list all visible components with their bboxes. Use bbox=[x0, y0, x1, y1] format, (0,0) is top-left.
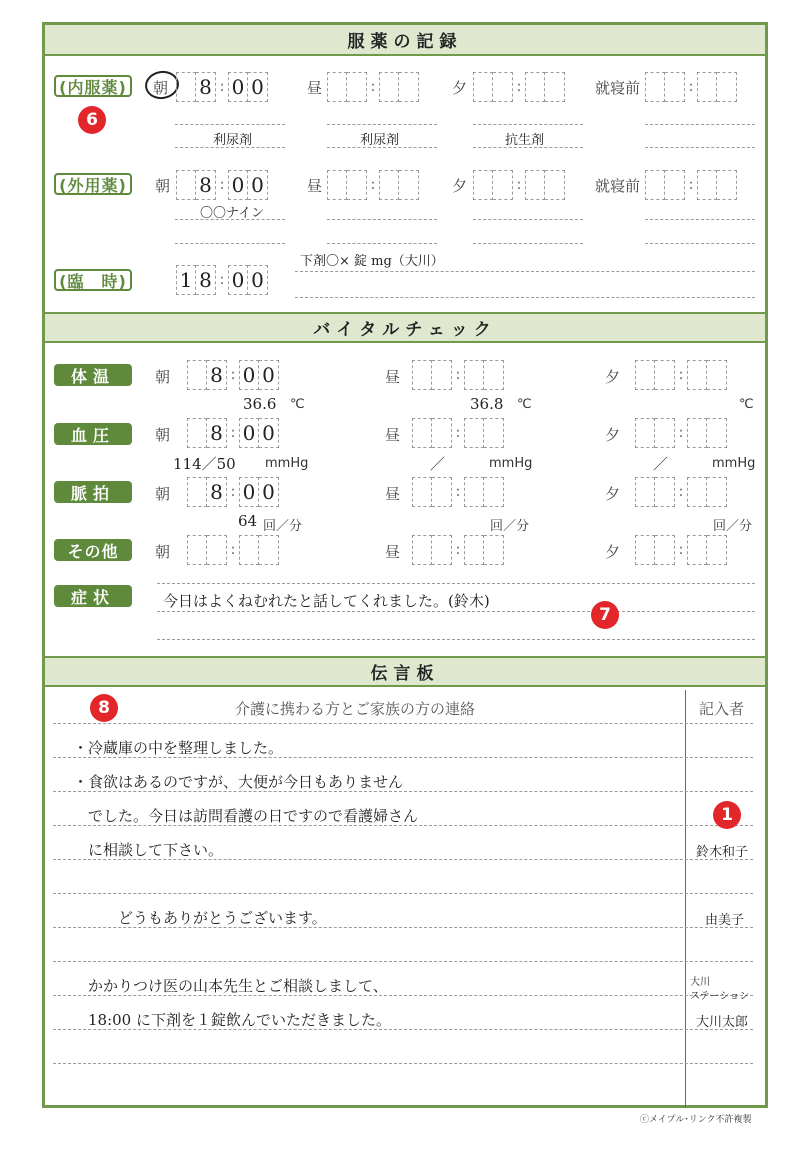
medication-section-title: 服薬の記録 bbox=[45, 25, 765, 56]
internal-evening-label: 夕 bbox=[452, 79, 468, 97]
internal-bedtime-label: 就寝前 bbox=[595, 79, 641, 97]
care-record-form bbox=[42, 22, 768, 1108]
temp-evening-time[interactable]: : bbox=[635, 360, 727, 390]
external-morning-label: 朝 bbox=[155, 177, 171, 195]
internal-note-evening: 抗生剤 bbox=[505, 133, 545, 148]
pulse-noon-time[interactable]: : bbox=[412, 477, 504, 507]
badge-6: 6 bbox=[78, 106, 106, 134]
board-line-4: に相談して下さい。 bbox=[73, 841, 224, 859]
other-morning-label: 朝 bbox=[155, 543, 171, 561]
bp-evening-label: 夕 bbox=[605, 426, 621, 444]
internal-note-morning: 利尿剤 bbox=[213, 133, 253, 148]
bp-morning-value: 114／50 bbox=[173, 455, 236, 473]
badge-7: 7 bbox=[591, 601, 619, 629]
symptom-label: 症状 bbox=[54, 585, 132, 607]
pulse-evening-unit: 回／分 bbox=[713, 519, 753, 534]
external-morning-time[interactable]: 8 : 0 0 bbox=[176, 170, 268, 200]
writer-column-divider bbox=[685, 690, 686, 1108]
internal-morning-label: 朝 bbox=[153, 79, 169, 97]
internal-note-noon: 利尿剤 bbox=[360, 133, 400, 148]
badge-1: 1 bbox=[713, 801, 741, 829]
bp-evening-unit: mmHg bbox=[712, 456, 756, 471]
pulse-morning-label: 朝 bbox=[155, 485, 171, 503]
temp-morning-label: 朝 bbox=[155, 368, 171, 386]
external-noon-time[interactable]: : bbox=[327, 170, 419, 200]
vitals-section-title: バイタルチェック bbox=[45, 312, 765, 343]
pulse-label: 脈拍 bbox=[54, 481, 132, 503]
bp-noon-label: 昼 bbox=[385, 426, 401, 444]
bp-evening-slash: ／ bbox=[653, 455, 669, 473]
temp-evening-label: 夕 bbox=[605, 368, 621, 386]
other-noon-time[interactable]: : bbox=[412, 535, 504, 565]
external-medicine-label: (外用薬) bbox=[54, 173, 132, 195]
board-line-3: でした。今日は訪問看護の日ですので看護婦さん bbox=[73, 807, 419, 825]
external-evening-label: 夕 bbox=[452, 177, 468, 195]
pulse-noon-label: 昼 bbox=[385, 485, 401, 503]
symptom-text: 今日はよくねむれたと話してくれました。(鈴木) bbox=[163, 592, 490, 610]
board-line-2: ・食欲はあるのですが、大便が今日もありません bbox=[73, 773, 404, 791]
temp-noon-unit: ℃ bbox=[517, 397, 532, 412]
board-line-1: ・冷蔵庫の中を整理しました。 bbox=[73, 739, 284, 757]
other-noon-label: 昼 bbox=[385, 543, 401, 561]
internal-morning-time[interactable]: 8 : 0 0 bbox=[176, 72, 268, 102]
temp-morning-time[interactable]: 8 : 0 0 bbox=[187, 360, 279, 390]
pulse-morning-value: 64 bbox=[238, 512, 258, 530]
external-bedtime-time[interactable]: : bbox=[645, 170, 737, 200]
other-label: その他 bbox=[54, 539, 132, 561]
board-header: 介護に携わる方とご家族の方の連絡 bbox=[235, 700, 476, 718]
bp-noon-slash: ／ bbox=[430, 455, 446, 473]
writer-4: 大川太郎 bbox=[696, 1015, 749, 1030]
writer-3a: 大川 bbox=[690, 977, 710, 988]
internal-bedtime-time[interactable]: : bbox=[645, 72, 737, 102]
bp-noon-time[interactable]: : bbox=[412, 418, 504, 448]
bp-morning-label: 朝 bbox=[155, 426, 171, 444]
temp-noon-time[interactable]: : bbox=[412, 360, 504, 390]
writer-1: 鈴木和子 bbox=[696, 845, 749, 860]
temporary-medicine-label: (臨 時) bbox=[54, 269, 132, 291]
temp-noon-label: 昼 bbox=[385, 368, 401, 386]
message-board-title: 伝言板 bbox=[45, 656, 765, 687]
temp-noon-value: 36.8 bbox=[470, 395, 504, 413]
badge-8: 8 bbox=[90, 694, 118, 722]
external-bedtime-label: 就寝前 bbox=[595, 177, 641, 195]
internal-medicine-label: (内服薬) bbox=[54, 75, 132, 97]
bp-morning-unit: mmHg bbox=[265, 456, 309, 471]
pulse-evening-label: 夕 bbox=[605, 485, 621, 503]
board-line-9: 18:00 に下剤を１錠飲んでいただきました。 bbox=[73, 1011, 391, 1029]
temp-evening-unit: ℃ bbox=[739, 397, 754, 412]
pulse-morning-unit: 回／分 bbox=[263, 519, 303, 534]
internal-noon-time[interactable]: : bbox=[327, 72, 419, 102]
bp-morning-time[interactable]: 8 : 0 0 bbox=[187, 418, 279, 448]
pulse-evening-time[interactable]: : bbox=[635, 477, 727, 507]
temporary-note: 下剤〇× 錠 mg（大川） bbox=[300, 254, 444, 269]
writer-2: 由美子 bbox=[705, 913, 745, 928]
writer-3b: ステーション bbox=[690, 991, 750, 1002]
internal-noon-label: 昼 bbox=[307, 79, 323, 97]
other-evening-label: 夕 bbox=[605, 543, 621, 561]
other-evening-time[interactable]: : bbox=[635, 535, 727, 565]
copyright-text: ⓒメイプル･リンク不許複製 bbox=[640, 1115, 752, 1125]
writer-header: 記入者 bbox=[699, 700, 745, 718]
pulse-morning-time[interactable]: 8 : 0 0 bbox=[187, 477, 279, 507]
internal-evening-time[interactable]: : bbox=[473, 72, 565, 102]
external-note: 〇〇ナイン bbox=[200, 206, 265, 221]
temperature-label: 体温 bbox=[54, 364, 132, 386]
temp-morning-unit: ℃ bbox=[290, 397, 305, 412]
pulse-noon-unit: 回／分 bbox=[490, 519, 530, 534]
board-line-8: かかりつけ医の山本先生とご相談しまして、 bbox=[73, 977, 388, 995]
external-noon-label: 昼 bbox=[307, 177, 323, 195]
bp-evening-time[interactable]: : bbox=[635, 418, 727, 448]
other-morning-time[interactable]: : bbox=[187, 535, 279, 565]
temp-morning-value: 36.6 bbox=[243, 395, 277, 413]
temporary-time[interactable]: 1 8 : 0 0 bbox=[176, 265, 268, 295]
external-evening-time[interactable]: : bbox=[473, 170, 565, 200]
blood-pressure-label: 血圧 bbox=[54, 423, 132, 445]
board-line-6: どうもありがとうございます。 bbox=[73, 909, 327, 927]
bp-noon-unit: mmHg bbox=[489, 456, 533, 471]
